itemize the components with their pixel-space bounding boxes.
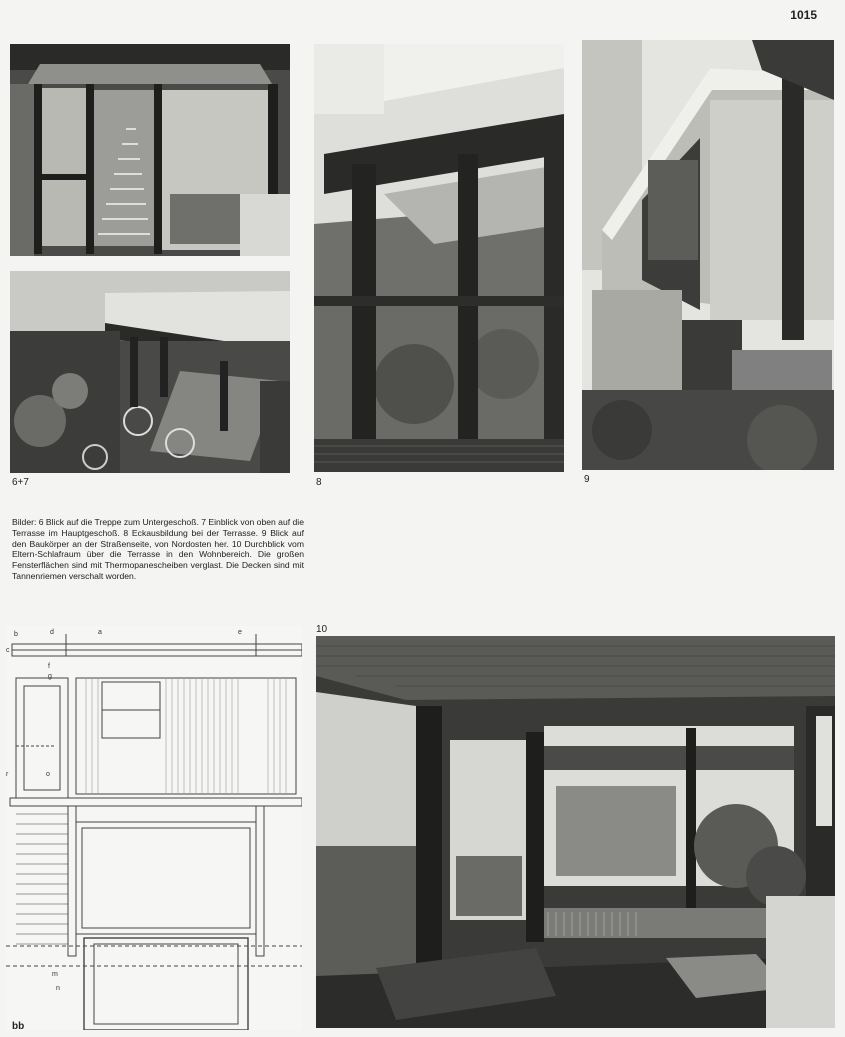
photo-terrace-above-image [10, 271, 290, 473]
figure-label-6-7: 6+7 [12, 477, 29, 488]
photo-bedroom-view [316, 636, 835, 1028]
photo-street-side-image [582, 40, 834, 470]
section-drawing-bb [6, 626, 302, 1030]
photo-bedroom-view-image [316, 636, 835, 1028]
photo-corner-detail-image [314, 44, 564, 472]
drawing-label-r: r [6, 771, 9, 778]
figure-label-8: 8 [316, 477, 322, 488]
figure-label-10: 10 [316, 624, 328, 635]
photo-terrace-above [10, 271, 290, 473]
drawing-label-d: d [50, 629, 54, 636]
drawing-label-g: g [48, 673, 52, 680]
drawing-label-f: f [48, 663, 50, 670]
drawing-label-o: o [46, 771, 50, 778]
photo-stairs-image [10, 44, 290, 256]
drawing-label-m: m [52, 971, 58, 978]
photo-stairs [10, 44, 290, 256]
page-number: 1015 [790, 8, 817, 22]
drawing-label-a: a [98, 629, 102, 636]
drawing-label-b: b [14, 631, 18, 638]
drawing-label-e: e [238, 629, 242, 636]
drawing-label-c: c [6, 647, 10, 654]
photo-street-side [582, 40, 834, 470]
figure-caption: Bilder: 6 Blick auf die Treppe zum Untergeschoß. 7 Einblick von oben auf die Terrasse im Hauptgeschoß. 8 Eckausbildung bei der Terrasse. 9 Blick auf den Baukörper an der Straßenseite, von Nordosten her. 10 Durchblick vom Eltern-Schlafraum über die Terrasse in den Wohnbereich. Die großen Fensterflächen sind mit Thermopanescheiben verglast. Die Decken sind mit Tannenriemen verschalt worden. [12, 517, 304, 582]
drawing-label-n: n [56, 985, 60, 992]
figure-label-9: 9 [584, 474, 590, 485]
section-drawing-image [6, 626, 302, 1030]
section-label-bb: bb [12, 1021, 25, 1032]
photo-corner-detail [314, 44, 564, 472]
